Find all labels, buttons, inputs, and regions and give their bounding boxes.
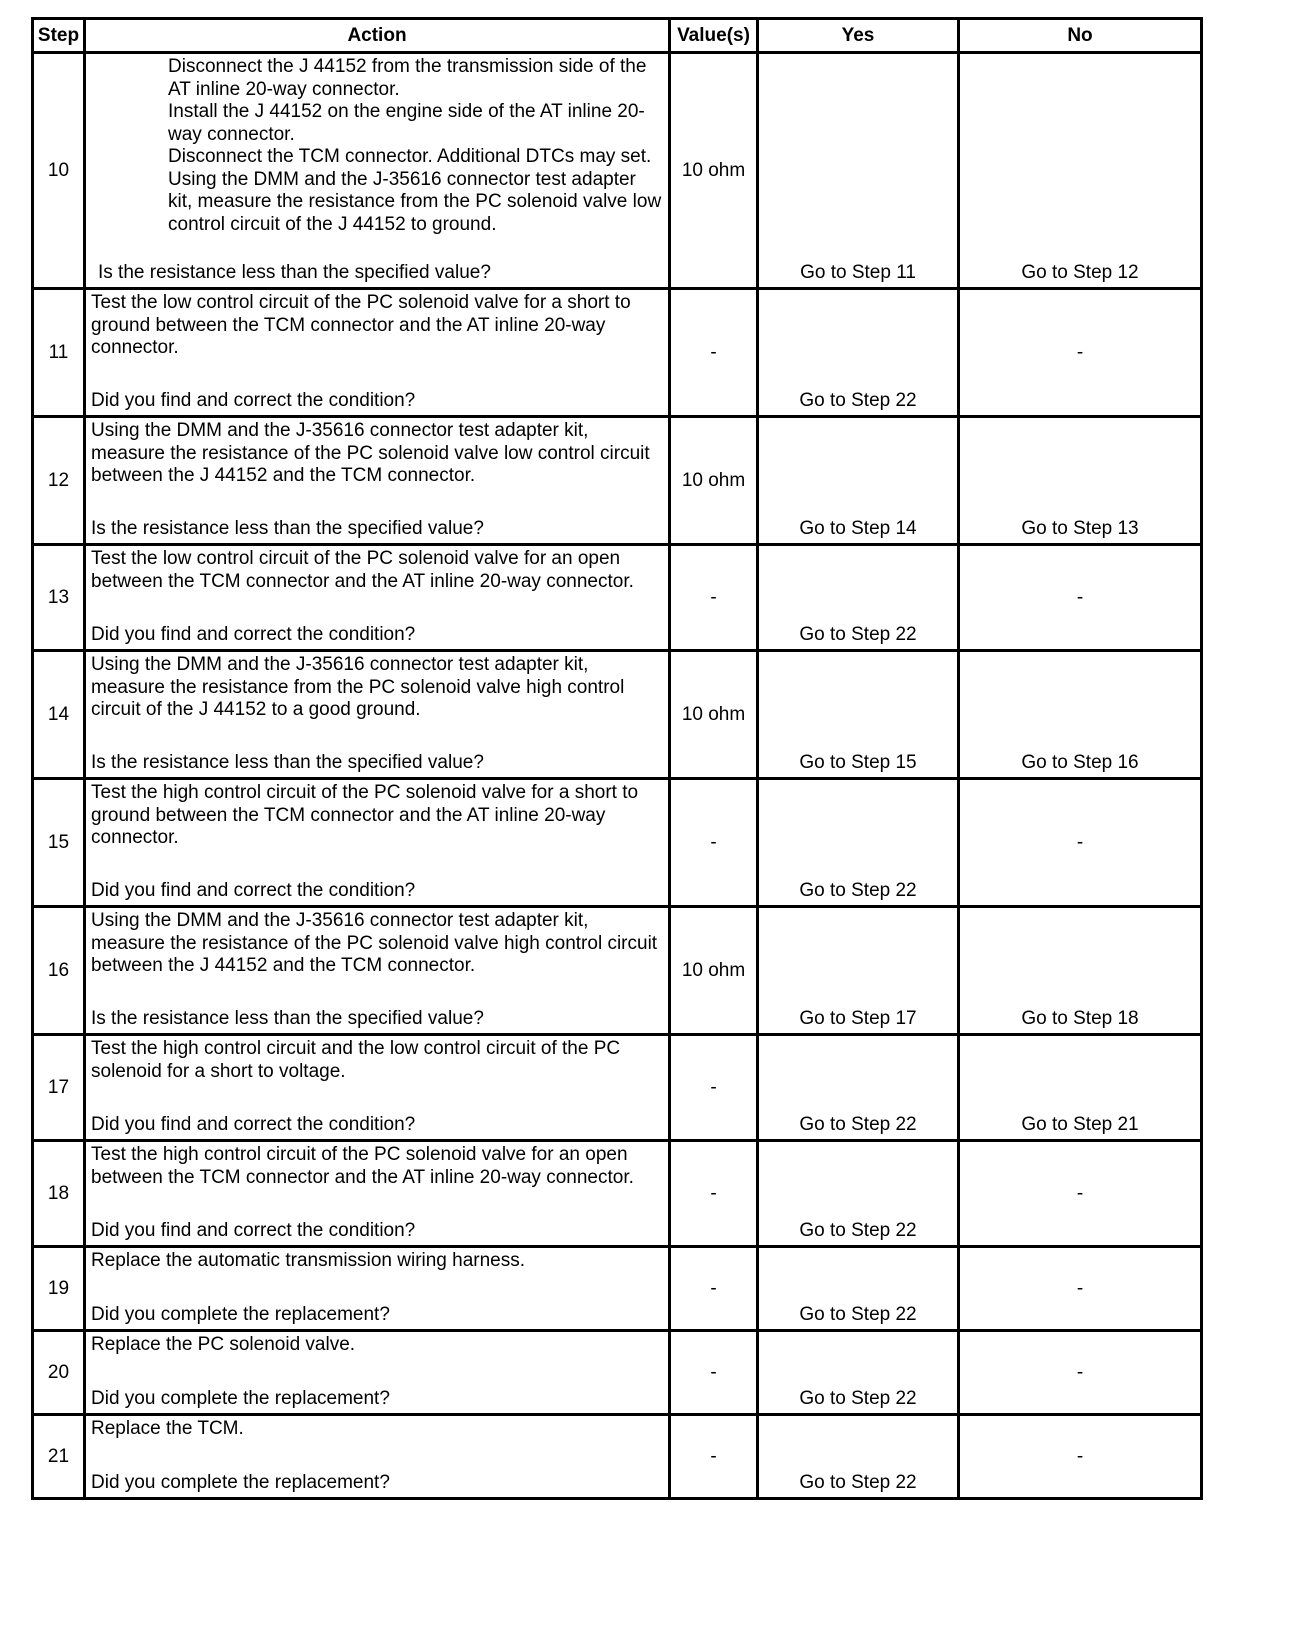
header-values: Value(s) (670, 19, 758, 53)
action-cell (85, 1331, 670, 1415)
step-number: 21 (33, 1415, 85, 1499)
no-cell (959, 779, 1202, 907)
action-question: Did you find and correct the condition? (91, 390, 416, 411)
action-cell (85, 1141, 670, 1247)
no-cell (959, 289, 1202, 417)
yes-cell (758, 779, 959, 907)
yes-result: Go to Step 11 (800, 262, 916, 283)
no-cell (959, 53, 1202, 289)
yes-result: Go to Step 15 (799, 752, 917, 773)
action-question: Did you complete the replacement? (91, 1472, 390, 1493)
action-cell (85, 289, 670, 417)
action-instructions (91, 1144, 664, 1189)
yes-result: Go to Step 17 (799, 1008, 917, 1029)
action-instructions (91, 292, 664, 360)
action-question: Did you find and correct the condition? (91, 1114, 416, 1135)
action-question: Is the resistance less than the specified value? (91, 518, 484, 539)
action-cell (85, 651, 670, 779)
value-cell: 10 ohm (670, 907, 758, 1035)
diagnostic-table (31, 17, 1203, 1500)
yes-cell (758, 651, 959, 779)
action-cell (85, 1415, 670, 1499)
action-cell (85, 1035, 670, 1141)
no-result: - (1076, 831, 1084, 853)
no-cell (959, 417, 1202, 545)
action-instructions (91, 910, 664, 978)
action-line: Test the low control circuit of the PC solenoid valve for a short to ground between the TCM connector and the AT inline 20-way connector. (91, 292, 631, 358)
yes-result: Go to Step 22 (799, 880, 917, 901)
table-row (33, 1035, 1202, 1141)
value-cell: 10 ohm (670, 53, 758, 289)
step-number: 16 (33, 907, 85, 1035)
action-line: Install the J 44152 on the engine side of the AT inline 20-way connector. (168, 101, 645, 145)
action-line: Replace the automatic transmission wiring harness. (91, 1250, 526, 1271)
action-line: Test the high control circuit of the PC solenoid valve for a short to ground between the TCM connector and the AT inline 20-way connector. (91, 782, 639, 848)
yes-result: Go to Step 22 (799, 624, 917, 645)
table-row (33, 1331, 1202, 1415)
step-number: 12 (33, 417, 85, 545)
action-question: Is the resistance less than the specified value? (91, 1008, 484, 1029)
no-cell (959, 1247, 1202, 1331)
no-result: - (1076, 1182, 1084, 1204)
action-instructions (91, 1418, 664, 1441)
table-row (33, 545, 1202, 651)
table-row (33, 651, 1202, 779)
action-cell (85, 545, 670, 651)
value-cell: - (670, 289, 758, 417)
value-cell: - (670, 1331, 758, 1415)
yes-result: Go to Step 22 (799, 390, 917, 411)
action-question: Did you find and correct the condition? (91, 1220, 416, 1241)
action-question: Did you find and correct the condition? (91, 624, 416, 645)
table-row (33, 53, 1202, 289)
action-question: Is the resistance less than the specified value? (91, 752, 484, 773)
value-cell: - (670, 779, 758, 907)
no-cell (959, 1331, 1202, 1415)
action-line: Using the DMM and the J-35616 connector test adapter kit, measure the resistance from the PC solenoid valve high control circuit of the J 44152 to a good ground. (91, 654, 625, 720)
table-row (33, 1415, 1202, 1499)
header-yes: Yes (758, 19, 959, 53)
yes-result: Go to Step 22 (799, 1472, 917, 1493)
yes-result: Go to Step 22 (799, 1220, 917, 1241)
yes-result: Go to Step 22 (799, 1114, 917, 1135)
value-cell: 10 ohm (670, 417, 758, 545)
step-number: 14 (33, 651, 85, 779)
no-cell (959, 545, 1202, 651)
header-step: Step (33, 19, 85, 53)
yes-cell (758, 907, 959, 1035)
header-action: Action (85, 19, 670, 53)
step-number: 18 (33, 1141, 85, 1247)
action-question: Is the resistance less than the specified value? (98, 262, 491, 283)
step-number: 19 (33, 1247, 85, 1331)
no-result: Go to Step 18 (1021, 1008, 1139, 1029)
step-number: 15 (33, 779, 85, 907)
action-cell (85, 53, 670, 289)
step-number: 17 (33, 1035, 85, 1141)
step-number: 13 (33, 545, 85, 651)
step-number: 11 (33, 289, 85, 417)
action-line: Using the DMM and the J-35616 connector test adapter kit, measure the resistance of the PC solenoid valve high control circuit between the J 44152 and the TCM connector. (91, 910, 658, 976)
table-row (33, 907, 1202, 1035)
value-cell: - (670, 1247, 758, 1331)
table-row (33, 417, 1202, 545)
action-question: Did you complete the replacement? (91, 1388, 390, 1409)
header-no: No (959, 19, 1202, 53)
step-number: 20 (33, 1331, 85, 1415)
action-instructions (91, 1038, 664, 1083)
no-cell (959, 1035, 1202, 1141)
yes-result: Go to Step 22 (799, 1388, 917, 1409)
no-result: Go to Step 13 (1021, 518, 1139, 539)
action-line: Test the low control circuit of the PC solenoid valve for an open between the TCM connector and the AT inline 20-way connector. (91, 548, 634, 592)
action-question: Did you complete the replacement? (91, 1304, 390, 1325)
action-line: Test the high control circuit of the PC solenoid valve for an open between the TCM connector and the AT inline 20-way connector. (91, 1144, 634, 1188)
no-result: - (1076, 1361, 1084, 1383)
table-row (33, 1141, 1202, 1247)
no-result: - (1076, 586, 1084, 608)
action-instructions (91, 420, 664, 488)
no-result: - (1076, 1277, 1084, 1299)
action-line: Replace the TCM. (91, 1418, 244, 1439)
table-row (33, 1247, 1202, 1331)
no-cell (959, 1415, 1202, 1499)
no-result: - (1076, 341, 1084, 363)
action-question: Did you find and correct the condition? (91, 880, 416, 901)
action-line: Replace the PC solenoid valve. (91, 1334, 356, 1355)
yes-cell (758, 53, 959, 289)
table-row (33, 779, 1202, 907)
yes-cell (758, 1141, 959, 1247)
value-cell: 10 ohm (670, 651, 758, 779)
action-line: Using the DMM and the J-35616 connector test adapter kit, measure the resistance from the PC solenoid valve low control circuit of the J 44152 to ground. (168, 168, 662, 235)
yes-cell (758, 545, 959, 651)
value-cell: - (670, 545, 758, 651)
value-cell: - (670, 1141, 758, 1247)
action-cell (85, 417, 670, 545)
action-instructions (91, 1334, 664, 1357)
action-instructions (91, 1250, 664, 1273)
no-cell (959, 1141, 1202, 1247)
no-result: Go to Step 12 (1021, 262, 1139, 283)
yes-cell (758, 289, 959, 417)
no-cell (959, 907, 1202, 1035)
action-line: Using the DMM and the J-35616 connector test adapter kit, measure the resistance of the PC solenoid valve low control circuit between the J 44152 and the TCM connector. (91, 420, 650, 486)
step-number: 10 (33, 53, 85, 289)
action-line: Test the high control circuit and the low control circuit of the PC solenoid for a short to voltage. (91, 1038, 621, 1082)
action-cell (85, 1247, 670, 1331)
action-line: Disconnect the TCM connector. Additional DTCs may set. (168, 146, 652, 167)
value-cell: - (670, 1415, 758, 1499)
action-instructions (91, 654, 664, 722)
action-instructions (168, 56, 664, 236)
no-result: Go to Step 16 (1021, 752, 1139, 773)
table-row (33, 289, 1202, 417)
action-cell (85, 907, 670, 1035)
yes-cell (758, 417, 959, 545)
header-row (33, 19, 1202, 53)
value-cell: - (670, 1035, 758, 1141)
action-instructions (91, 782, 664, 850)
no-result: Go to Step 21 (1021, 1114, 1139, 1135)
yes-cell (758, 1035, 959, 1141)
yes-result: Go to Step 22 (799, 1304, 917, 1325)
table-body (33, 53, 1202, 1499)
yes-cell (758, 1331, 959, 1415)
yes-cell (758, 1247, 959, 1331)
action-instructions (91, 548, 664, 593)
no-cell (959, 651, 1202, 779)
action-cell (85, 779, 670, 907)
yes-cell (758, 1415, 959, 1499)
yes-result: Go to Step 14 (799, 518, 917, 539)
action-line: Disconnect the J 44152 from the transmission side of the AT inline 20-way connector. (168, 56, 647, 100)
no-result: - (1076, 1445, 1084, 1467)
